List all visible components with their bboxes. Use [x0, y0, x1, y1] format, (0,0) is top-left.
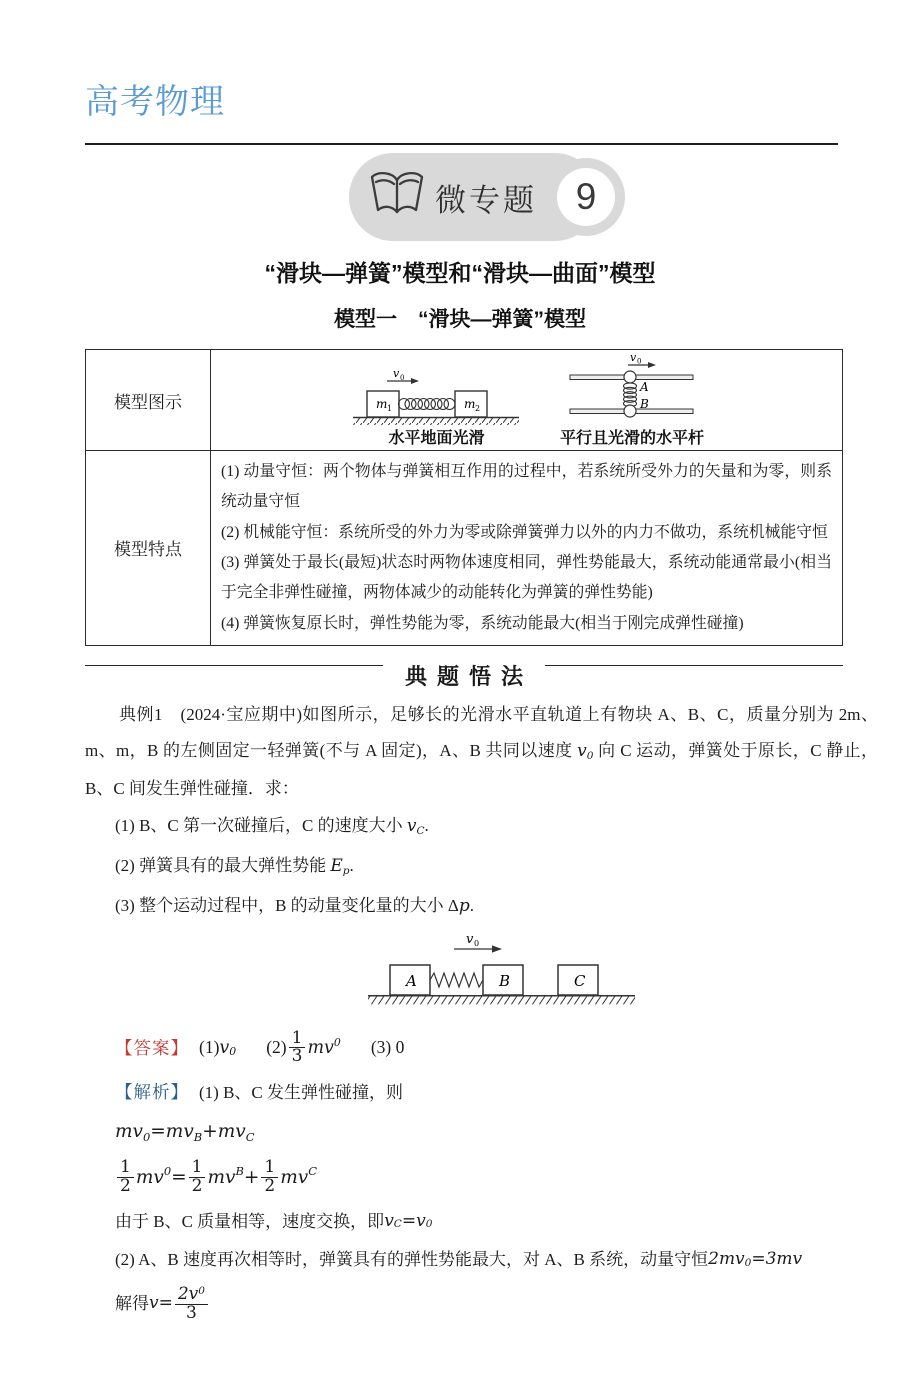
- header-divider: [85, 143, 838, 145]
- svg-text:2: 2: [474, 404, 481, 413]
- feature-item: (4) 弹簧恢复原长时，弹性势能为零，系统动能最大(相当于刚完成弹性碰撞): [221, 614, 744, 632]
- answer-label: 【答案】: [115, 1038, 189, 1059]
- answer-item-3: (3) 0: [370, 1037, 405, 1058]
- svg-text:C: C: [573, 971, 585, 990]
- solution-line-1: 【解析】 (1) B、C 发生弹性碰撞，则: [85, 1079, 878, 1105]
- svg-text:m: m: [463, 397, 476, 411]
- feature-item: (1) 动量守恒：两个物体与弹簧相互作用的过程中，若系统所受外力的矢量和为零，则系统动量守恒: [221, 463, 832, 511]
- question-2: (2) 弹簧具有的最大弹性势能 $E_p$.: [115, 855, 354, 877]
- svg-text:m: m: [375, 397, 388, 411]
- row2-header: 模型特点: [86, 451, 211, 645]
- page-title: “滑块—弹簧”模型和“滑块—曲面”模型: [264, 260, 656, 286]
- badge-number: 9: [557, 168, 615, 226]
- question-1: (1) B、C 第一次碰撞后，C 的速度大小 $v_C$.: [115, 815, 429, 837]
- solution-equation-1: $mv_0=mv_B+mv_C$: [115, 1121, 255, 1145]
- answer-item-2: (2) $\frac{1}{3}$ mv 0: [266, 1027, 341, 1067]
- svg-text:v: v: [630, 353, 637, 364]
- example-intro: 典例1 (2024·宝应期中)如图所示，足够长的光滑水平直轨道上有物块 A、B、C，质量分别为 2m、m、m，B 的左侧固定一轻弹簧(不与 A 固定)，A、B 共同以速度 $v_0$ 向 C 运动，弹簧处于原长，C 静止，B、C 间发生弹性碰撞．求：: [85, 704, 878, 798]
- example-figure: [85, 933, 878, 1020]
- svg-text:v: v: [392, 367, 400, 380]
- flat-ground-diagram: [349, 367, 524, 448]
- diagram-caption: 水平地面光滑: [388, 430, 485, 447]
- svg-text:0: 0: [399, 374, 405, 382]
- topic-badge-pill: [349, 153, 599, 241]
- badge-label: 微专题: [435, 182, 537, 218]
- answer-item-1: (1) v 0: [199, 1037, 237, 1058]
- model-table: [85, 349, 843, 646]
- solution-equation-2: $\frac{1}{2}$ mv 0 = $\frac{1}{2}$ mv B + $\frac{1}{2}$ mv C: [85, 1159, 878, 1196]
- feature-item: (2) 机械能守恒：系统所受的外力为零或除弹簧弹力以外的内力不做功，系统机械能守恒: [221, 523, 828, 541]
- svg-text:B: B: [498, 971, 510, 990]
- document-page: [0, 74, 920, 1323]
- svg-text:0: 0: [637, 357, 642, 366]
- ball-b: [624, 405, 636, 417]
- svg-text:A: A: [405, 971, 417, 990]
- section-title: 典题悟法: [405, 663, 534, 689]
- spring: [430, 973, 483, 987]
- rods-diagram: [560, 353, 704, 448]
- diagram-cell: [211, 350, 843, 451]
- solution-line-4: 解得 v= $\frac{2v^0}{3}$: [85, 1286, 878, 1323]
- solution-line-3: (2) A、B 速度再次相等时，弹簧具有的弹性势能最大，对 A、B 系统，动量守恒 2mv 0 =3mv: [115, 1249, 803, 1270]
- section-header: [85, 660, 843, 691]
- ball-a: [624, 371, 636, 383]
- table-row-features: [86, 451, 843, 645]
- row1-header: 模型图示: [86, 350, 211, 451]
- example-block: [85, 697, 878, 1323]
- solution-label: 【解析】: [115, 1082, 189, 1103]
- feature-item: (3) 弹簧处于最长(最短)状态时两物体速度相同，弹性势能最大，系统动能通常最小(相当于完全非弹性碰撞，两物体减少的动能转化为弹簧的弹性势能): [221, 554, 832, 602]
- topic-badge: [0, 153, 920, 243]
- svg-text:1: 1: [386, 404, 393, 413]
- open-book-icon: [365, 169, 429, 225]
- features-cell: [211, 451, 843, 645]
- model-subtitle: 模型一 “滑块—弹簧”模型: [334, 308, 586, 331]
- svg-text:B: B: [640, 397, 650, 411]
- section-rule-right: [545, 665, 843, 666]
- svg-text:v: v: [465, 932, 473, 947]
- solution-line-2: 由于 B、C 质量相等，速度交换，即 v C =v 0: [115, 1210, 433, 1231]
- diagram-caption: 平行且光滑的水平杆: [559, 430, 704, 447]
- svg-text:0: 0: [473, 938, 479, 948]
- question-3: (3) 整个运动过程中，B 的动量变化量的大小 Δp.: [115, 895, 474, 916]
- table-row-diagram: [86, 350, 843, 451]
- section-rule-left: [85, 665, 383, 666]
- answer-line: [85, 1027, 878, 1067]
- svg-text:A: A: [640, 380, 650, 394]
- brand-title: 高考物理: [85, 83, 225, 121]
